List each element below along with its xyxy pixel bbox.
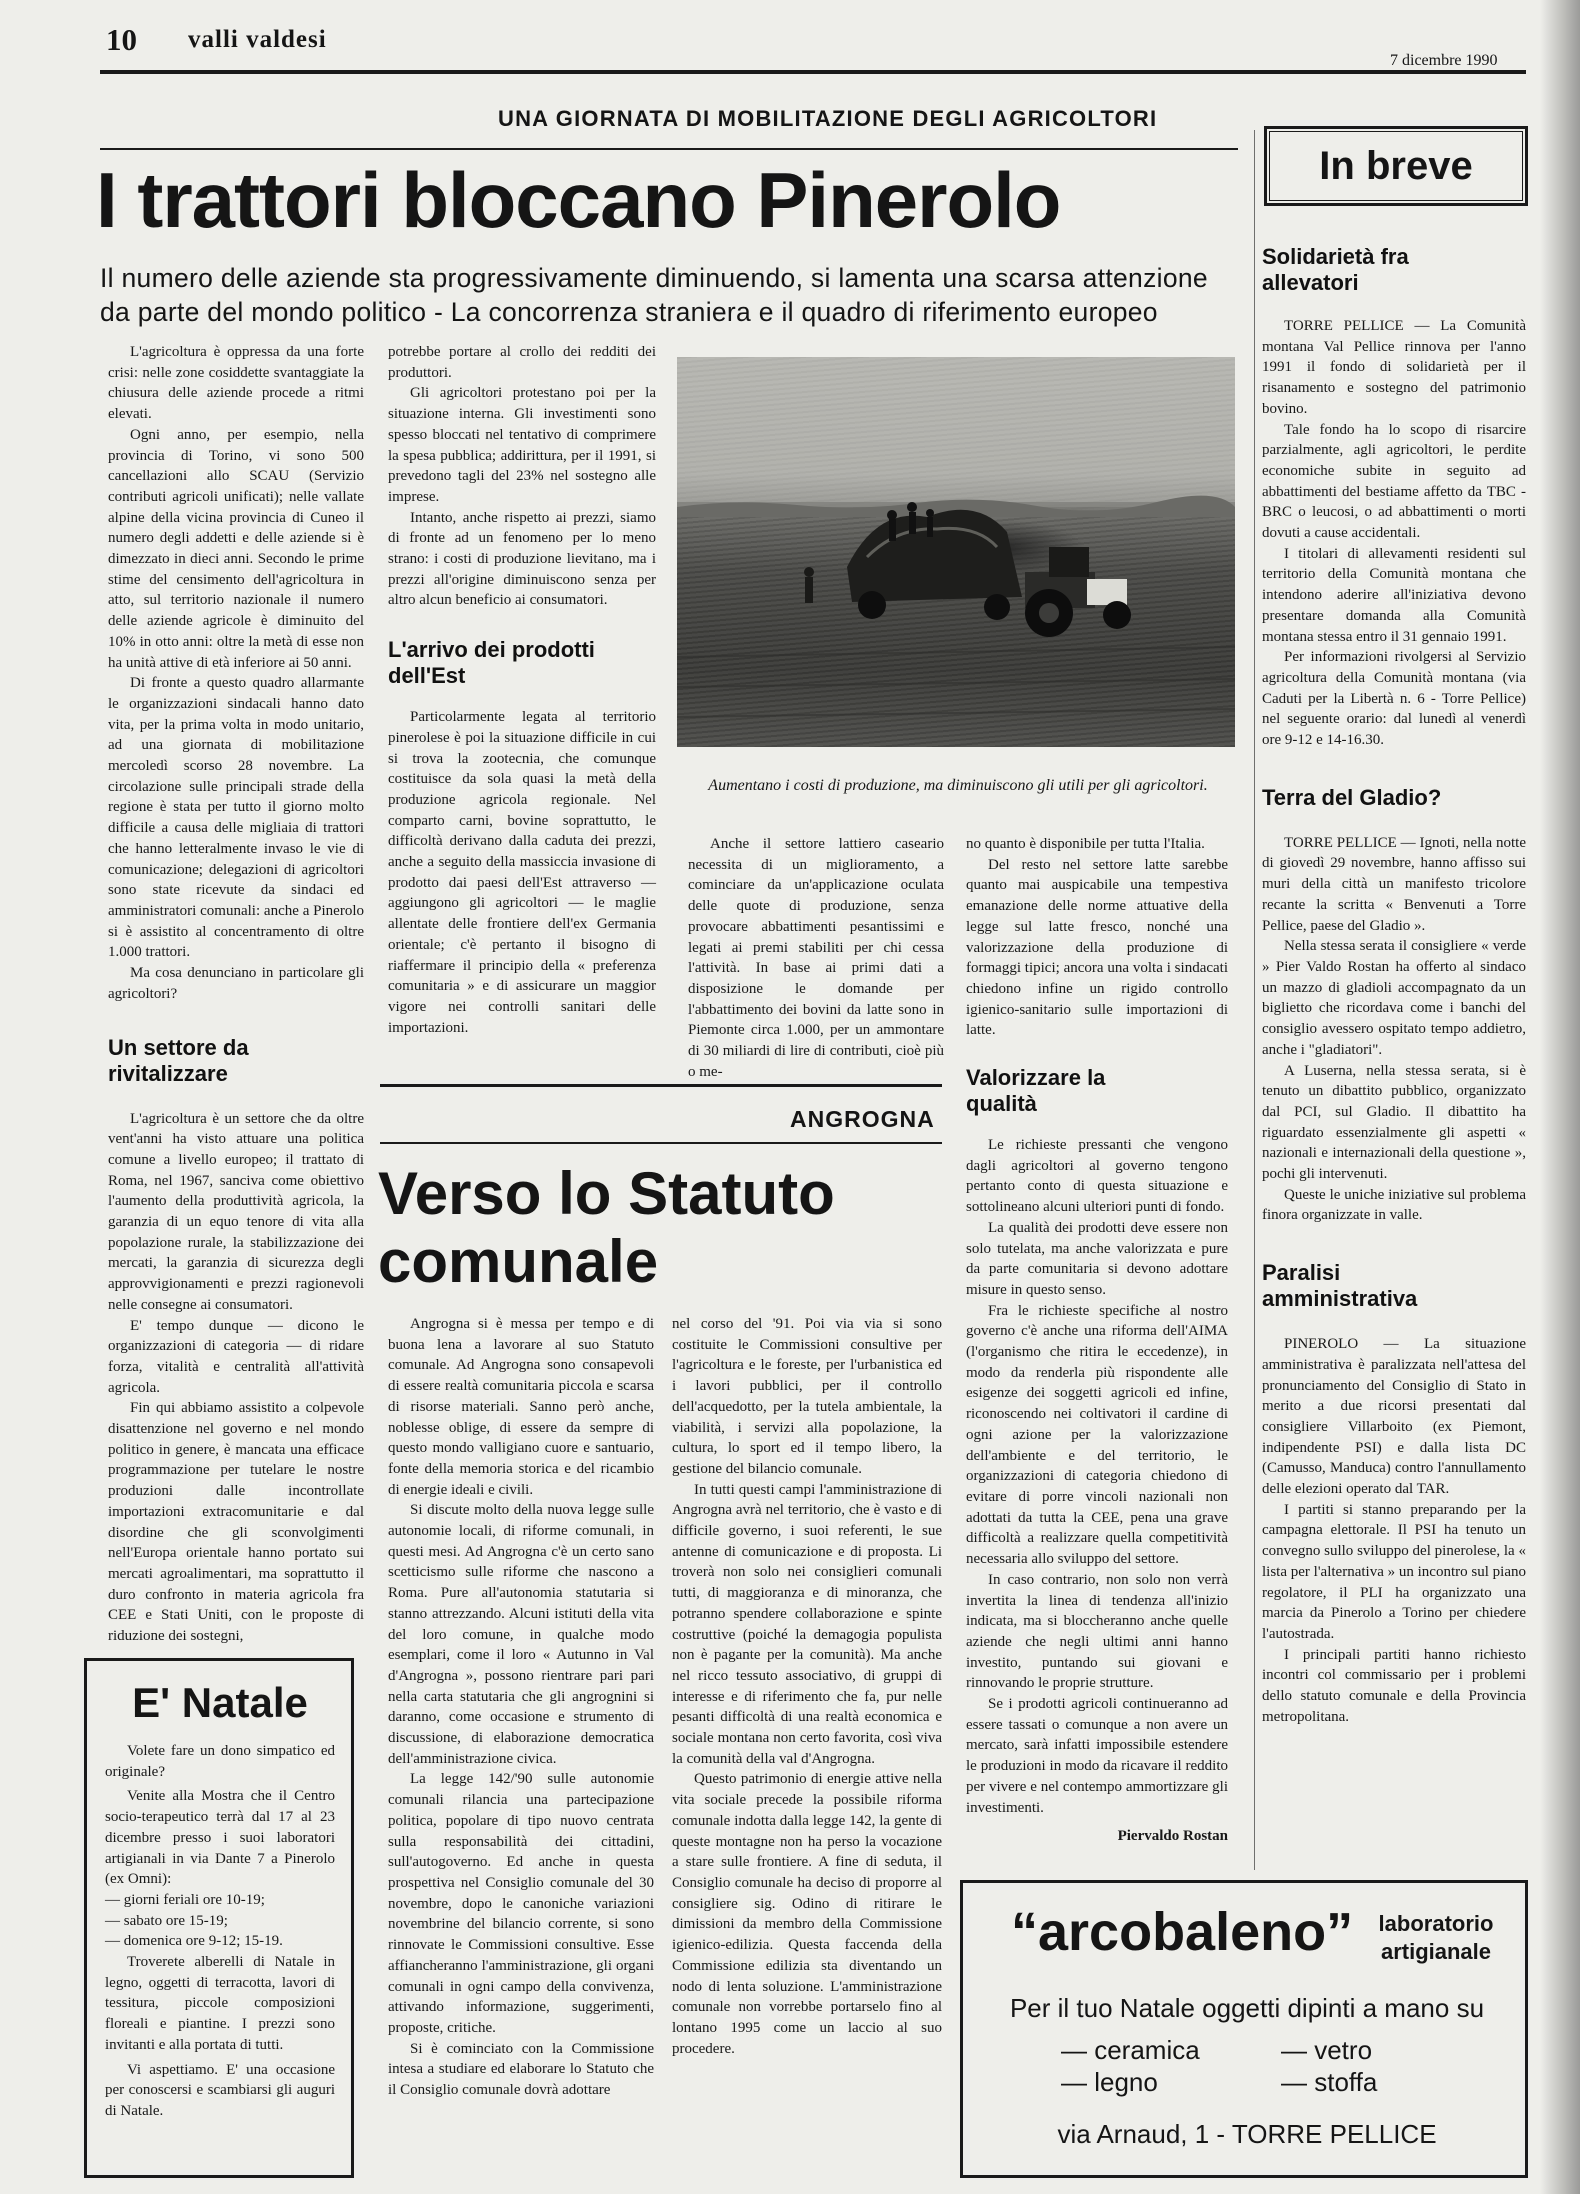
natale-text [105,1741,335,2122]
lead-column-1 [108,342,364,1652]
paragraph: no quanto è disponibile per tutta l'Italia. [966,836,1205,852]
lead-column-3 [688,834,944,1080]
paragraph: Questo patrimonio di energie attive nella vita sociale precede la possibile riforma comunale indotta dalla legge 142, la gente di queste montagne non ha perso la vocazione a stare sulle frontiere. A fine di seduta, il Consiglio comunale ha deciso di proporre al consigliere sig. Odino di ritirare le dimissioni da membro della Commissione igienico-edilizia. Questa faccenda della Commissione edilizia sta diventando un nodo di lenta soluzione. L'amministrazione comunale non vorrebbe portarselo fino al lontano 1995 come un laccio al suo procedere. [672,1771,942,2057]
paragraph: potrebbe portare al crollo dei redditi dei produttori. [388,344,656,381]
paper-name: valli valdesi [188,26,327,53]
ad-headline: Per il tuo Natale oggetti dipinti a mano su [1009,1993,1485,2023]
paragraph: I titolari di allevamenti residenti sul territorio della Comunità montana che intendono aderire all'iniziativa devono presentare domanda alla Comunità montana stessa entro il 31 gennaio 1991. [1262,545,1526,645]
paragraph: Angrogna si è messa per tempo e di buona lena a lavorare al suo Statuto comunale. Ad Angrogna sono consapevoli di essere realtà comunitaria piccola e scarsa di risorse materiali. Sanno però anche, noblesse oblige, di essere da sempre di questo mondo valligiano cuore e santuario, fonte della memoria storica e del ricambio di energie ideali e civili. [388,1316,654,1498]
paragraph: Gli agricoltori protestano poi per la situazione interna. Gli investimenti sono spesso bloccati nel tentativo di comprimere la spesa pubblica; addirittura, per il 1991, si prevedono tagli del 23% nel sostegno alle imprese. [388,385,656,505]
ad-item-stoffa: — stoffa [1281,2067,1378,2097]
paragraph: L'agricoltura è un settore che da oltre vent'anni ha visto attuare una politica comune a livello europeo; il trattato di Roma, nel 1967, sanciva come obiettivo l'aumento della produttività agricola, la garanzia di un equo tenore di vita alla popolazione rurale, la stabilizzazione dei mercati, la garanzia di sicurezza degli approvvigionamenti e prezzi ragionevoli nelle consegne ai consumatori. [108,1110,364,1313]
subhead-est: L'arrivo dei prodotti dell'Est [388,637,595,689]
angrogna-kicker-rule [380,1142,942,1144]
lead-column-2 [388,342,656,1062]
paragraph: In tutti questi campi l'amministrazione di Angrogna avrà nel territorio, che è vasto e di difficile governo, i suoi referenti, le sue antenne di comunicazione e di proposta. Li troverà non solo nei consiglieri comunali tutti, di maggioranza e di minoranza, che potranno spendere collaborazione e spinte costruttive (poiché la demagogia populista non è pagante per la comunità). Ma anche nel ricco tessuto associativo, di gruppi di interesse e di riferimento che fa, pur nelle pesanti difficoltà di una realtà economica e sociale montana non certo favorita, così viva la comunità della val d'Angrogna. [672,1481,942,1767]
tractors-photo-art [677,357,1235,747]
paragraph: Venite alla Mostra che il Centro socio-terapeutico terrà dal 17 al 23 dicembre presso i suoi laboratori artigianali in via Dante 7 a Pinerolo (ex Omni): [105,1788,335,1888]
list-item: — sabato ore 15-19; [105,1912,228,1929]
ad-item-legno: — legno [1061,2067,1158,2097]
paragraph: Si è cominciato con la Commissione intesa a studiare ed elaborare lo Statuto che il Consiglio comunale dovrà adottare [388,2040,654,2099]
ad-tagline-1: laboratorio [1378,1911,1494,1936]
paragraph: Di fronte a questo quadro allarmante le organizzazioni sindacali hanno dato vita, per la prima volta in modo unitario, ad una giornata di mobilitazione mercoledì scorso 28 novembre. La circolazione sulle principali strade della regione è stata per tutto il giorno molto difficile a causa delle migliaia di trattori che hanno letteralmente invaso le vie di comunicazione; delegazioni di agricoltori sono state ricevute da sindaci ed amministratori comunali: anche a Pinerolo si è assistito al concentramento di oltre 1.000 trattori. [108,675,364,961]
paragraph: Si discute molto della nuova legge sulle autonomie locali, di riforme comunali, in questi mesi. Ad Angrogna c'è un certo sano scetticismo sulle riforme che nascono a Roma. Pure all'autonomia statutaria si stanno attrezzando. Alcuni istituti della vita del loro comune, in qualche modo esemplari, come il loro « Autunno in Val d'Angrogna », possono rientrare pari pari nella carta statutaria che gli angrognini si daranno, come occasione e strumento di discussione, di elaborazione democratica dell'amministrazione civica. [388,1502,654,1767]
paragraph: La qualità dei prodotti deve essere non solo tutelata, ma anche valorizzata e pure da parte comunitaria si devono adottare misure in questo senso. [966,1219,1228,1298]
paragraph: Volete fare un dono simpatico ed originale? [105,1743,335,1780]
paragraph: Per informazioni rivolgersi al Servizio agricoltura della Comunità montana (via Caduti per la Libertà n. 6 - Torre Pellice) nel seguente orario: dal lunedì al venerdì ore 9-12 e 14-16.30. [1262,649,1526,749]
in-breve-column [1262,244,1526,1864]
paragraph: Vi aspettiamo. E' una occasione per conoscersi e scambiarsi gli auguri di Natale. [105,2061,335,2119]
paragraph: Tale fondo ha lo scopo di risarcire parzialmente, agli agricoltori, le perdite economiche subite in seguito ad abbattimenti del bestiame affetto da TBC - BRC o leucosi, o ad abbattimenti o morti dovuti a cause accidentali. [1262,421,1526,542]
column-divider [1254,130,1255,1870]
ad-brand: “arcobaleno” [1011,1902,1354,1962]
in-breve-inner [1269,131,1523,201]
subhead-qualita: Valorizzare la qualità [966,1065,1106,1117]
paragraph: nel corso del '91. Poi via via si sono costituite le Commissioni consultive per l'agricoltura e le foreste, per l'urbanistica ed i lavori pubblici, per il controllo dell'acquedotto, per la tutela ambientale, la viabilità, i servizi alla popolazione, la cultura, lo sport ed il tempo libero, la gestione del bilancio comunale. [672,1316,942,1477]
natale-title: E' Natale [132,1679,308,1726]
angrogna-kicker: ANGROGNA [790,1106,935,1132]
natale-box [84,1658,354,2178]
page-edge-shadow [1540,0,1580,2194]
brief-title-paralisi: Paralisi amministrativa [1262,1260,1418,1312]
paragraph: E' tempo dunque — dicono le organizzazioni di categoria — di ridare forza, vitalità e centralità all'attività agricola. [108,1317,364,1396]
lead-column-4 [966,834,1228,1864]
paragraph: L'agricoltura è oppressa da una forte crisi: nelle zone cosiddette svantaggiate la chiusura delle aziende procede a ritmi elevati. [108,344,364,423]
in-breve-box [1264,126,1528,206]
paragraph: PINEROLO — La situazione amministrativa è paralizzata nell'attesa del pronunciamento del Consiglio di Stato in merito a due ricorsi presentati dal consigliere Villarboito (ex Piemont, indipendente PSI) e dalla lista DC (Camusso, Manduca) contro l'annullamento delle elezioni operato dal TAR. [1262,1336,1526,1498]
photo-caption: Aumentano i costi di produzione, ma diminuiscono gli utili per gli agricoltori. [708,777,1208,794]
masthead-rule [100,70,1526,74]
paragraph: I partiti si stanno preparando per la campagna elettorale. Il PSI ha tenuto un convegno sullo sviluppo del pinerolese, la « lista per l'alternativa » un incontro sul piano regolatore, il PLI ha organizzato una marcia da Pinerolo a Torino per chiedere l'autostrada. [1262,1501,1526,1642]
arcobaleno-ad [960,1880,1528,2178]
paragraph: La legge 142/'90 sulle autonomie comunali rilancia una partecipazione politica, popolare di tipo nuovo centrata sulla responsabilità dei cittadini, sull'autogoverno. Ed anche in questa prospettiva nel Consiglio comunale del 30 novembre, dopo le canoniche variazioni novembrine del bilancio corrente, si sono rinnovate le Commissioni consultive. Esse affiancheranno l'amministrazione, gli organi comunali in ogni campo della convivenza, attivando informazione, suggerimenti, proposte, critiche. [388,1771,654,2036]
subhead-rivitalizzare: Un settore da rivitalizzare [108,1034,249,1086]
lead-deck-1: Il numero delle aziende sta progressivamente diminuendo, si lamenta una scarsa attenzione [100,263,1208,293]
page-number: 10 [106,22,137,57]
angrogna-column-a [388,1314,654,2189]
paragraph: Fra le richieste specifiche al nostro governo c'è anche una riforma dell'AIMA (l'organismo che ritira le eccedenze), in modo da renderla più rispondente alle esigenze dei soggetti agricoli ed infine, riconoscendo nei coltivatori il cardine di ogni azione per la valorizzazione dell'ambiente e del territorio, le organizzazioni di categoria chiedono di evitare di porre vincoli nazionali non adottati da tutta la CEE, pena una grave difficoltà a realizzare quella competitività necessaria allo sviluppo del settore. [966,1302,1228,1568]
lead-headline: I trattori bloccano Pinerolo [96,156,1061,244]
angrogna-top-rule [380,1084,942,1087]
paragraph: Anche il settore lattiero caseario necessita di un miglioramento, a cominciare da un'applicazione oculata delle quote di produzione, senza provocare abbattimenti pesantissimi e legati ai premi stabiliti per chi cessa l'attività. In base ai primi dati a disposizione le domande per l'abbattimento dei bovini da latte sono in Piemonte circa 1.000, per un ammontare di 30 miliardi di lire di contributi, cioè più o me- [688,836,944,1080]
angrogna-column-b [672,1314,942,2189]
brief-title-gladio: Terra del Gladio? [1262,784,1442,810]
paragraph: Troverete alberelli di Natale in legno, oggetti di terracotta, lavori di tessitura, piccole composizioni floreali e piantine. I prezzi sono invitanti e alla portata di tutti. [105,1954,335,2053]
list-item: — giorni feriali ore 10-19; [105,1891,265,1908]
paragraph: Fin qui abbiamo assistito a colpevole disattenzione nel governo e nel mondo politico in genere, è mancata una efficace programmazione per tutelare le nostre produzioni dalle incontrollate importazioni extracomunitarie e dal disordine che gli sconvolgimenti nell'Europa orientale hanno portato sui mercati agroalimentari, ma soprattutto il duro confronto in materia agricola fra CEE e Stati Uniti, con le proposte di riduzione dei sostegni, [108,1400,364,1645]
lead-deck-2: da parte del mondo politico - La concorrenza straniera e il quadro di riferimento europeo [100,297,1158,327]
paragraph: A Luserna, nella stessa serata, si è tenuto un dibattito pubblico, organizzato dal PCI, sul Gladio. Il dibattito ha riguardato essenzialmente gli aspetti « nazionali e internazionali della questione », pochi gli intervenuti. [1262,1062,1526,1183]
ad-tagline-2: artigianale [1380,1939,1492,1964]
in-breve-header: In breve [1319,143,1473,188]
paragraph: In caso contrario, non solo non verrà invertita la linea di tendenza all'inizio indicata, ma si bloccheranno anche quelle aziende che negli ultimi anni hanno investito, puntando sui giovani e rinnovando le proprie strutture. [966,1571,1228,1692]
ad-address: via Arnaud, 1 - TORRE PELLICE [1057,2119,1437,2149]
paragraph: Ma cosa denunciano in particolare gli agricoltori? [108,965,364,1002]
byline: Piervaldo Rostan [1117,1828,1228,1845]
paragraph: Ogni anno, per esempio, nella provincia di Torino, vi sono 500 cancellazioni allo SCAU (Servizio contributi agricoli unificati); nelle vallate alpine della vicina provincia di Cuneo il numero degli addetti e delle aziende si è dimezzato in dieci anni. Secondo le prime stime del censimento dell'agricoltura in atto, sul territorio nazionale il numero delle aziende agricole è diminuito del 10% in otto anni: oltre la metà di esse non ha unità attive di età inferiore ai 50 anni. [108,426,364,671]
paragraph: TORRE PELLICE — Ignoti, nella notte di giovedì 29 novembre, hanno affisso sui muri della città un manifesto tricolore recante la scritta « Benvenuti a Torre Pellice, paese del Gladio ». [1262,834,1526,934]
paragraph: Nella stessa serata il consigliere « verde » Pier Valdo Rostan ha offerto al sindaco un mazzo di gladioli accompagnato da un biglietto che ricordava come i banchi del consiglio avessero ospitato tempo addietro, anche i "gladiatori". [1262,938,1526,1058]
paragraph: Particolarmente legata al territorio pinerolese è poi la situazione difficile in cui si trova la zootecnia, che comunque costituisce da sola quasi la metà della produzione agricola regionale. Nel comparto carni, bovine soprattutto, le difficoltà derivano dalla caduta dei prezzi, anche a seguito della massiccia invasione di prodotto dai paesi dell'Est attraverso — aggiungono gli agricoltori — le maglie allentate delle frontiere dell'ex Germania orientale; c'è pertanto il bisogno di riaffermare il principio della « preferenza comunitaria » e di assicurare un maggior vigore nei controlli sanitari delle importazioni. [388,709,656,1036]
paragraph: Queste le uniche iniziative sul problema finora organizzate in valle. [1262,1186,1526,1224]
angrogna-headline-2: comunale [378,1228,659,1295]
paragraph: Del resto nel settore latte sarebbe quanto mai auspicabile una tempestiva emanazione delle norme attuative della legge sul latte fresco, nonché una valorizzazione della produzione di formaggi tipici; ancora una volta i sindacati chiedono infine un rigido controllo igienico-sanitario sulle importazioni di latte. [966,856,1228,1039]
paragraph: Intanto, anche rispetto ai prezzi, siamo di fronte ad un fenomeno per lo meno strano: i costi di produzione lievitano, ma i prezzi all'origine diminuiscono senza per altro alcun beneficio ai consumatori. [388,509,656,609]
paragraph: Se i prodotti agricoli continueranno ad essere tassati o comunque a non avere un mercato, sarà infatti impossibile estendere le produzioni in modo da ricavare il reddito per vivere e nel contempo ammortizzare gli investimenti. [966,1696,1228,1816]
list-item: — domenica ore 9-12; 15-19. [105,1933,283,1950]
paragraph: Le richieste pressanti che vengono dagli agricoltori al governo tengono pertanto conto di questa situazione e sottolineano alcuni ulteriori punti di fondo. [966,1137,1228,1216]
paragraph: I principali partiti hanno richiesto incontri col commissario per i problemi dello statuto comunale e della Provincia metropolitana. [1262,1646,1526,1725]
paragraph: TORRE PELLICE — La Comunità montana Val Pellice rinnova per l'anno 1991 il fondo di solidarietà per il risanamento e sostegno del patrimonio bovino. [1262,318,1526,417]
angrogna-headline-1: Verso lo Statuto [378,1160,835,1227]
ad-item-vetro: — vetro [1281,2035,1373,2065]
issue-date: 7 dicembre 1990 [1390,52,1498,69]
tractors-photo [677,357,1235,747]
brief-title-solidarieta: Solidarietà fra allevatori [1262,244,1409,295]
lead-kicker: UNA GIORNATA DI MOBILITAZIONE DEGLI AGRICOLTORI [498,106,1158,131]
ad-item-ceramica: — ceramica [1061,2035,1200,2065]
